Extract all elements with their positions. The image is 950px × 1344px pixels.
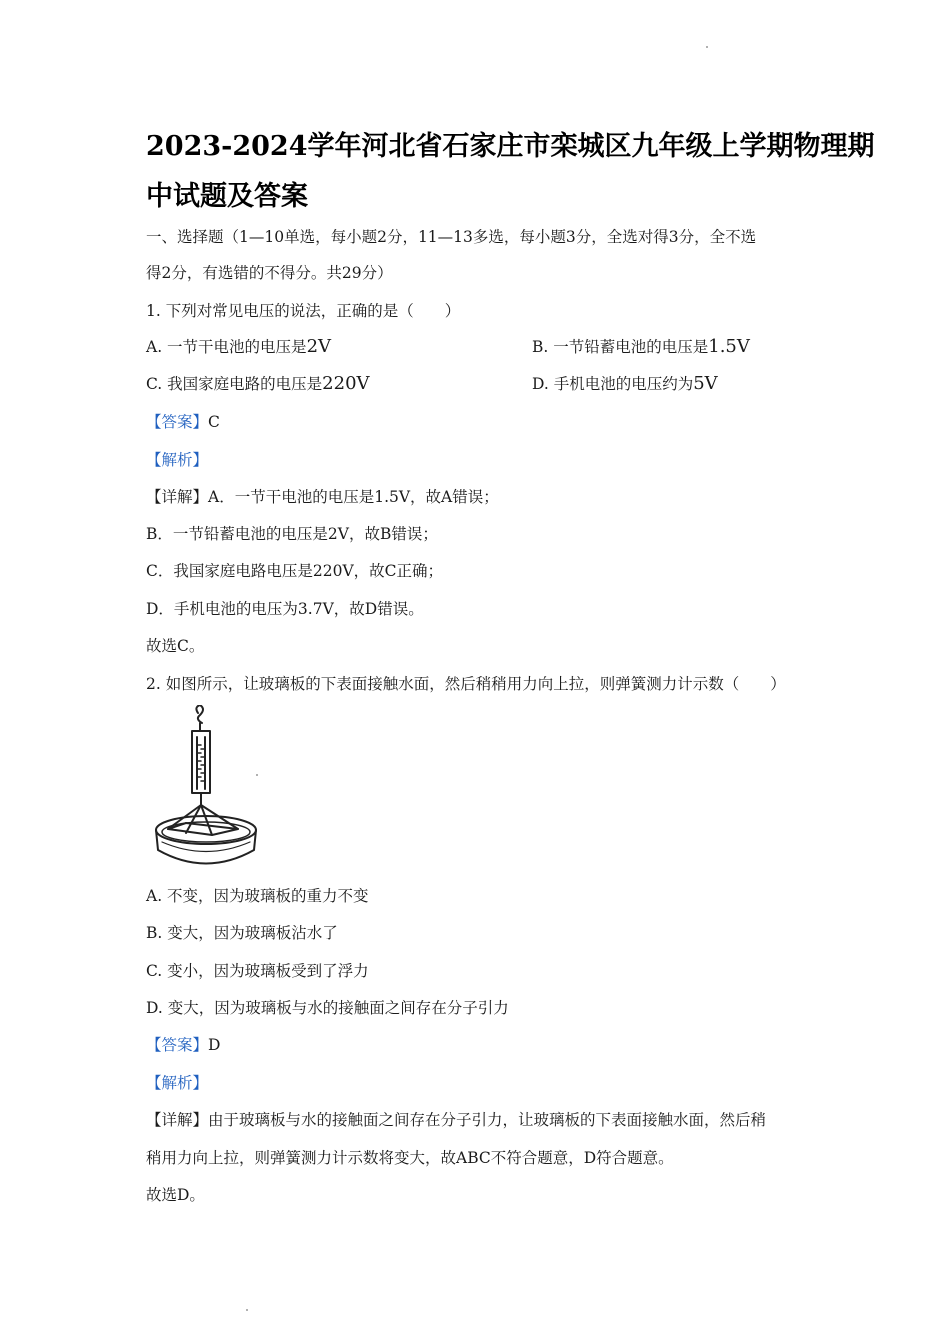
speck — [706, 46, 708, 48]
q2-answer-tag: 【答案】 — [146, 1036, 209, 1054]
q1-detail-line1 — [146, 485, 499, 507]
q2-answer-value: D — [208, 1036, 221, 1054]
q1-conclusion: 故选C。 — [146, 637, 205, 655]
q1-detail-line3: C．我国家庭电路电压是220V，故C正确； — [146, 562, 443, 580]
q1-option-b-value: 1.5V — [708, 336, 750, 357]
spring-scale-figure — [150, 705, 270, 873]
q1-option-c-value: 220V — [322, 373, 370, 394]
q1-detail-text: A．一节干电池的电压是1.5V，故A错误； — [208, 488, 499, 506]
q2-detail-text: 由于玻璃板与水的接触面之间存在分子引力，让玻璃板的下表面接触水面，然后稍 — [208, 1111, 767, 1129]
q2-detail-tag: 【详解】 — [146, 1111, 209, 1129]
q2-option-b: B. 变大，因为玻璃板沾水了 — [146, 924, 338, 942]
q1-option-d-value: 5V — [693, 373, 718, 394]
q2-conclusion: 故选D。 — [146, 1186, 205, 1204]
q2-option-c: C. 变小，因为玻璃板受到了浮力 — [146, 962, 369, 980]
page-title-line2: 中试题及答案 — [146, 181, 308, 212]
speck — [256, 774, 258, 776]
q1-option-a-value: 2V — [306, 336, 332, 357]
q2-detail-line1 — [146, 1108, 766, 1130]
q1-answer — [146, 410, 220, 432]
q1-detail-line2: B．一节铅蓄电池的电压是2V，故B错误； — [146, 525, 438, 543]
q1-answer-tag: 【答案】 — [146, 413, 209, 431]
section-instructions-line1: 一、选择题（1—10单选，每小题2分，11—13多选，每小题3分，全选对得3分，全不选 — [146, 228, 757, 246]
section-instructions-line2: 得2分，有选错的不得分。共29分） — [146, 264, 393, 282]
q2-answer — [146, 1033, 220, 1055]
q1-option-c — [146, 372, 370, 394]
q1-option-a-text: A. 一节干电池的电压是 — [146, 338, 307, 356]
q1-option-d-text: D. 手机电池的电压约为 — [532, 375, 694, 393]
q1-analysis-tag: 【解析】 — [146, 451, 209, 469]
q1-option-c-text: C. 我国家庭电路的电压是 — [146, 375, 323, 393]
q1-detail-line4: D．手机电池的电压为3.7V，故D错误。 — [146, 600, 424, 618]
q2-detail-line2: 稍用力向上拉，则弹簧测力计示数将变大，故ABC不符合题意，D符合题意。 — [146, 1149, 674, 1167]
q1-option-b — [532, 335, 750, 357]
q2-stem: 2. 如图所示，让玻璃板的下表面接触水面，然后稍稍用力向上拉，则弹簧测力计示数（ ） — [146, 675, 786, 693]
q2-analysis-tag: 【解析】 — [146, 1074, 209, 1092]
q1-option-d — [532, 372, 718, 394]
q2-option-a: A. 不变，因为玻璃板的重力不变 — [146, 887, 369, 905]
speck — [246, 1309, 248, 1311]
q1-detail-tag: 【详解】 — [146, 488, 209, 506]
q2-option-d: D. 变大，因为玻璃板与水的接触面之间存在分子引力 — [146, 999, 509, 1017]
q1-stem: 1. 下列对常见电压的说法，正确的是（ ） — [146, 302, 461, 320]
q1-option-a — [146, 335, 331, 357]
q1-option-b-text: B. 一节铅蓄电池的电压是 — [532, 338, 709, 356]
page-title-line1: 2023-2024学年河北省石家庄市栾城区九年级上学期物理期 — [146, 131, 875, 162]
q1-answer-value: C — [208, 413, 220, 431]
